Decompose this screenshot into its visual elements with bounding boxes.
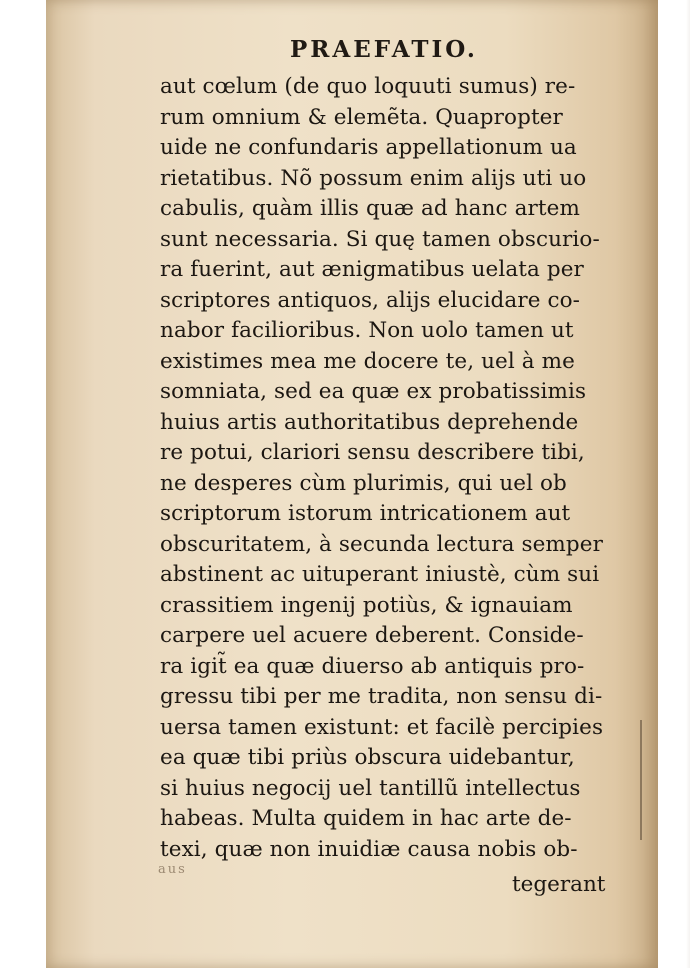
signature-mark: aus xyxy=(158,862,187,877)
text-line: ra igit̃ ea quæ diuerso ab antiquis pro- xyxy=(160,653,585,679)
text-line: somniata, sed ea quæ ex probatissimis xyxy=(160,379,587,404)
page-gutter-shadow xyxy=(686,0,690,968)
text-line: carpere uel acuere deberent. Conside- xyxy=(160,623,584,648)
catchword: tegerant xyxy=(512,872,606,897)
text-line: si huius negocij uel tantillũ intellectus xyxy=(160,775,581,801)
text-line: scriptorum istorum intricationem aut xyxy=(160,501,571,526)
margin-bleed-marks xyxy=(640,720,650,840)
text-line: aut cœlum (de quo loquuti sumus) re- xyxy=(160,74,576,99)
text-line: uide ne confundaris appellationum ua xyxy=(160,135,577,160)
text-line: huius artis authoritatibus deprehende xyxy=(160,409,579,435)
text-line: rum omnium & elemẽta. Quapropter xyxy=(160,104,563,130)
body-text xyxy=(160,72,630,865)
text-line: ea quæ tibi priùs obscura uidebantur, xyxy=(160,745,575,770)
text-line: texi, quæ non inuidiæ causa nobis ob- xyxy=(160,836,578,862)
text-line: rietatibus. Nõ possum enim alijs uti uo xyxy=(160,165,587,191)
text-line: sunt necessaria. Si quę tamen obscurio- xyxy=(160,226,600,252)
running-head: PRAEFATIO. xyxy=(290,36,478,63)
text-line: crassitiem ingenij potiùs, & ignauiam xyxy=(160,592,573,618)
text-line: scriptores antiquos, alijs elucidare co- xyxy=(160,287,581,313)
text-line: obscuritatem, à secunda lectura semper xyxy=(160,531,603,557)
text-line: existimes mea me docere te, uel à me xyxy=(160,348,575,374)
text-line: ra fuerint, aut ænigmatibus uelata per xyxy=(160,257,584,282)
text-line: abstinent ac uituperant iniustè, cùm sui xyxy=(160,562,600,587)
text-line: gressu tibi per me tradita, non sensu di- xyxy=(160,684,603,709)
text-line: ne desperes cùm plurimis, qui uel ob xyxy=(160,470,567,496)
text-line: nabor facilioribus. Non uolo tamen ut xyxy=(160,318,574,343)
text-line: re potui, clariori sensu describere tibi, xyxy=(160,440,585,465)
text-line: cabulis, quàm illis quæ ad hanc artem xyxy=(160,196,580,221)
text-line: habeas. Multa quidem in hac arte de- xyxy=(160,806,572,831)
text-line: uersa tamen existunt: et facilè percipies xyxy=(160,714,604,740)
